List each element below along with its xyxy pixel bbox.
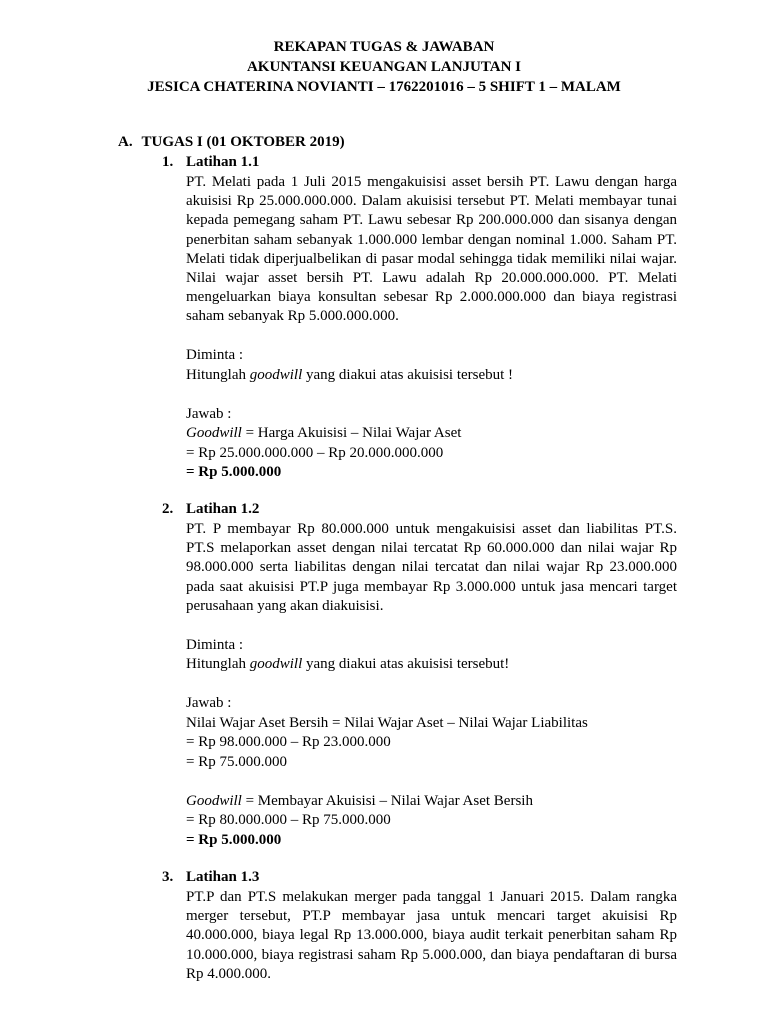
exercise-1-calc: = Rp 25.000.000.000 – Rp 20.000.000.000 (186, 444, 444, 461)
exercise-2-calc: = Rp 80.000.000 – Rp 75.000.000 (186, 812, 391, 829)
question-pre: Hitunglah (186, 366, 250, 383)
problem-text: PT. P membayar Rp 80.000.000 untuk mengakuisisi asset dan liabilitas PT.S. PT.S melaporkan asset dengan nilai tercatat Rp 60.000.000 dan nilai wajar Rp 98.000.000 serta liabilitas dengan nilai tercatat dan nilai wajar Rp 23.000.000 pada saat akuisisi PT.P juga membayar Rp 3.000.000 untuk jasa mencari target perusahaan yang akan diakuisisi. (186, 521, 677, 614)
header-course: AKUNTANSI KEUANGAN LANJUTAN I (246, 59, 522, 75)
exercise-number: 1. (162, 154, 174, 170)
exercise-3-body (186, 888, 677, 984)
exercise-title: Latihan 1.3 (186, 869, 260, 885)
exercise-number: 3. (162, 869, 174, 885)
exercise-number: 2. (162, 501, 174, 517)
exercise-1-result: = Rp 5.000.000 (186, 464, 282, 481)
diminta-label: Diminta : (186, 347, 244, 364)
formula-term: Goodwill (186, 425, 242, 442)
section-title: TUGAS I (01 OKTOBER 2019) (141, 134, 345, 150)
exercise-1-problem (186, 173, 677, 327)
exercise-1-body (186, 173, 677, 483)
exercise-2-body (186, 520, 677, 850)
formula-rest: = Harga Akuisisi – Nilai Wajar Aset (241, 425, 462, 442)
problem-text: PT.P dan PT.S melakukan merger pada tanggal 1 Januari 2015. Dalam rangka merger tersebut, PT.P membayar jasa untuk mencari target akuisisi Rp 40.000.000, biaya legal Rp 13.000.000, biaya audit terkait penerbitan saham Rp 10.000.000, biaya registrasi saham Rp 5.000.000, dan biaya pendaftaran di bursa Rp 4.000.000. (186, 889, 677, 982)
section-heading (118, 133, 345, 152)
jawab-label: Jawab : (186, 405, 232, 422)
document-header (0, 37, 768, 97)
exercise-2-question (186, 655, 677, 675)
header-student: JESICA CHATERINA NOVIANTI – 1762201016 – 5 SHIFT 1 – MALAM (147, 79, 621, 95)
problem-text: PT. Melati pada 1 Juli 2015 mengakuisisi asset bersih PT. Lawu dengan harga akuisisi Rp 25.000.000.000. Dalam akuisisi tersebut PT. Melati membayar tunai kepada pemegang saham PT. Lawu sebesar Rp 200.000.000 dan sisanya dengan penerbitan saham sebanyak 1.000.000 lembar dengan nominal 1.000. Saham PT. Melati tidak diperjualbelikan di pasar modal sehingga tidak memiliki nilai wajar. Nilai wajar asset bersih PT. Lawu adalah Rp 20.000.000.000. PT. Melati mengeluarkan biaya konsultan sebesar Rp 2.000.000.000 dan biaya registrasi saham sebanyak Rp 5.000.000.000. (186, 174, 677, 325)
diminta-label: Diminta : (186, 636, 244, 653)
section-letter: A. (118, 134, 133, 150)
exercise-2-problem (186, 520, 677, 616)
exercise-title: Latihan 1.2 (186, 501, 260, 517)
jawab-label: Jawab : (186, 695, 232, 712)
question-term: goodwill (249, 366, 303, 383)
exercise-3-title (162, 868, 259, 887)
formula-term: Goodwill (186, 792, 242, 809)
exercise-2-nwab-formula: Nilai Wajar Aset Bersih = Nilai Wajar Aset – Nilai Wajar Liabilitas (186, 714, 588, 731)
exercise-1-title (162, 153, 259, 172)
question-post: yang diakui atas akuisisi tersebut! (302, 656, 510, 673)
exercise-1-formula (186, 424, 677, 444)
exercise-2-formula (186, 792, 677, 812)
exercise-1-question (186, 366, 677, 386)
header-title: REKAPAN TUGAS & JAWABAN (273, 39, 495, 55)
exercise-3-problem (186, 888, 677, 984)
exercise-title: Latihan 1.1 (186, 154, 260, 170)
question-term: goodwill (249, 656, 303, 673)
formula-rest: = Membayar Akuisisi – Nilai Wajar Aset Bersih (241, 792, 533, 809)
exercise-2-result: = Rp 5.000.000 (186, 831, 282, 848)
exercise-2-nwab-result: = Rp 75.000.000 (186, 753, 287, 770)
question-post: yang diakui atas akuisisi tersebut ! (302, 366, 514, 383)
exercise-2-title (162, 500, 259, 519)
question-pre: Hitunglah (186, 656, 250, 673)
exercise-2-nwab-calc: = Rp 98.000.000 – Rp 23.000.000 (186, 734, 391, 751)
